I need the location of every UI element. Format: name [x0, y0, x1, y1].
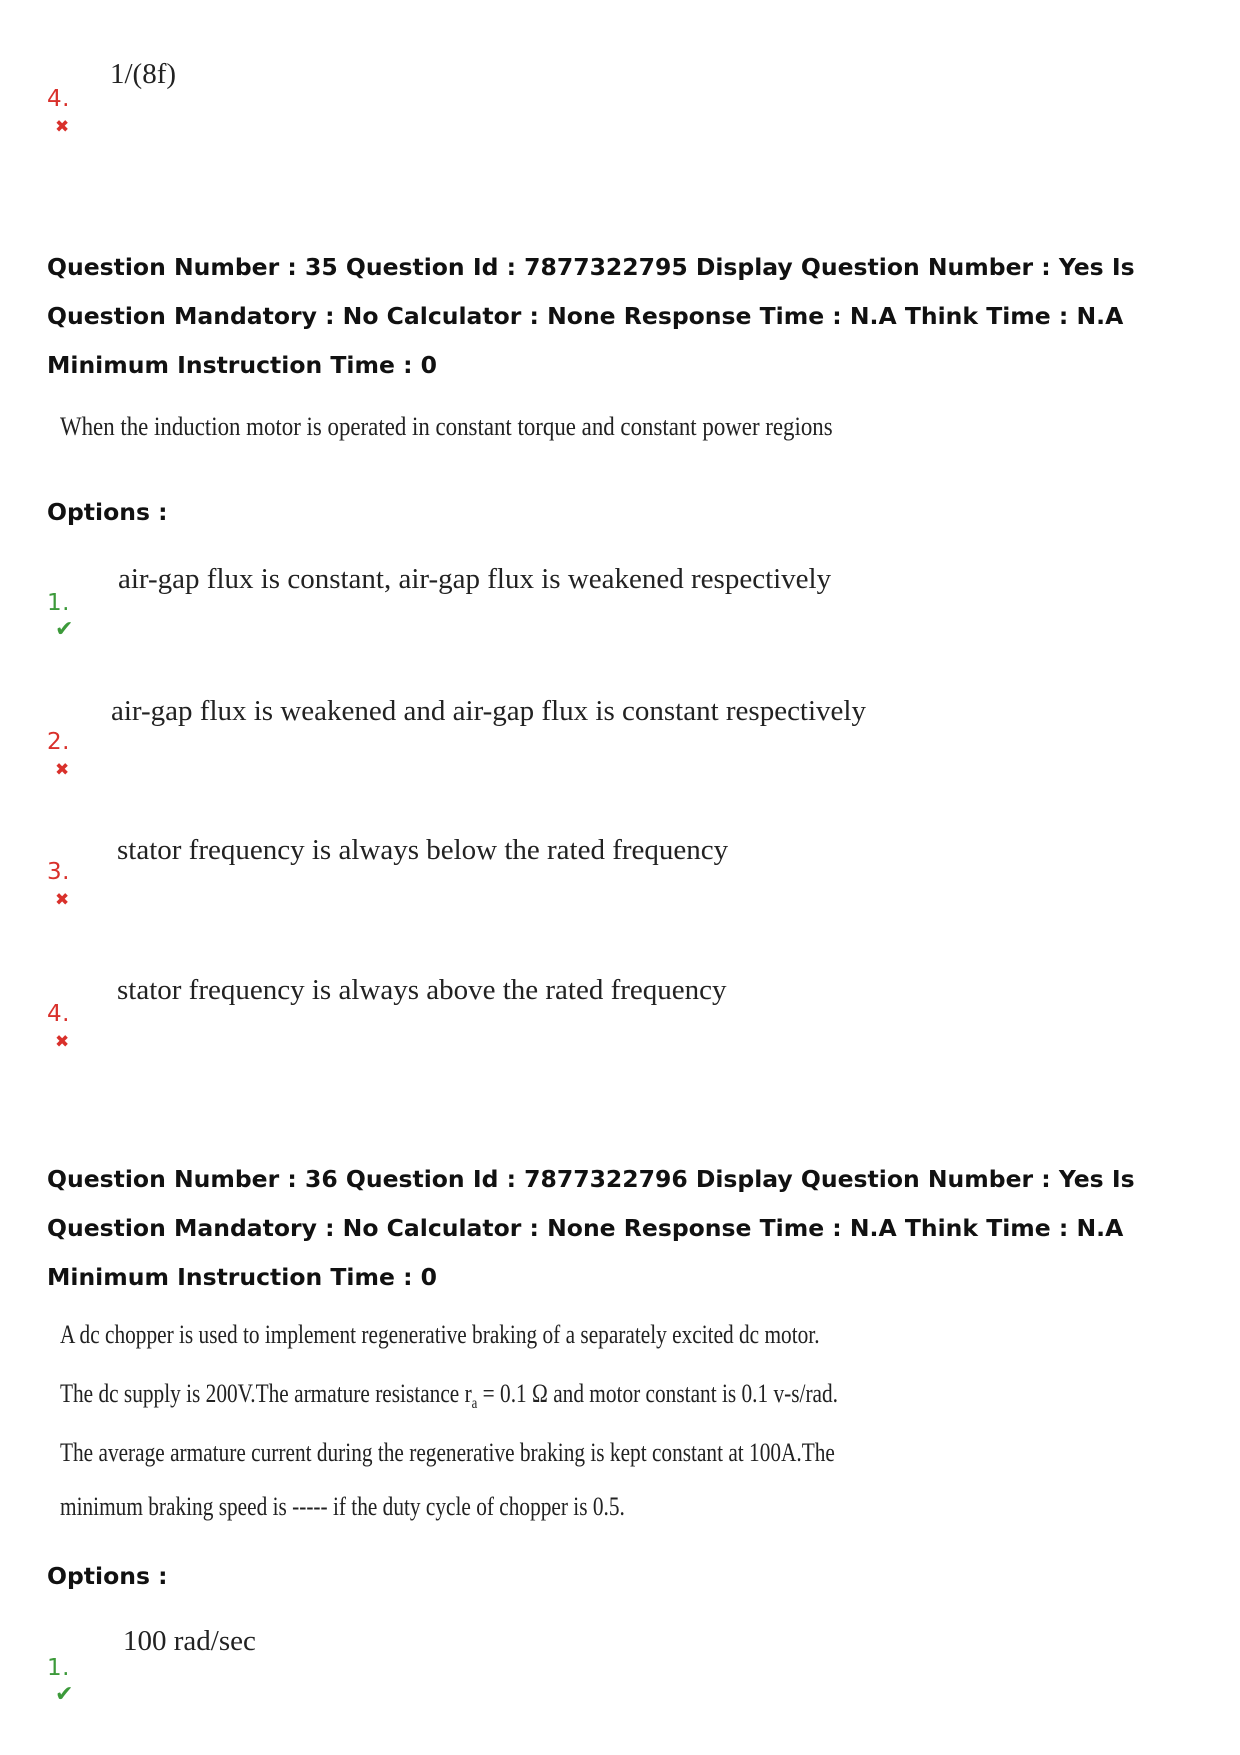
wrong-mark-icon: ✖: [55, 117, 70, 137]
options-label: Options :: [47, 498, 168, 526]
option-text: 1/(8f): [110, 58, 177, 90]
subscript: a: [471, 1395, 478, 1413]
option-number-label: 1.: [47, 1655, 70, 1681]
option-number: [47, 859, 70, 911]
option-number-label: 1.: [47, 590, 70, 616]
option-number: [47, 86, 70, 138]
option-number-label: 3.: [47, 859, 70, 885]
question-line-2-pre: The dc supply is 200V.The armature resistance r: [60, 1379, 472, 1408]
question-line-1: A dc chopper is used to implement regenerative braking of a separately excited dc motor.: [60, 1320, 820, 1349]
check-mark-icon: ✔: [55, 617, 74, 642]
question-line-2: [60, 1379, 838, 1413]
option-number: [47, 590, 74, 642]
question-header: Question Number : 35 Question Id : 7877322795 Display Question Number : Yes Is Question Mandatory : No Calculator : None Response Time : N.A Think Time : N.A Minimum Instruction Time : 0: [47, 253, 1135, 379]
question-line-3: The average armature current during the regenerative braking is kept constant at 100A.The: [60, 1438, 835, 1467]
option-number: [47, 729, 70, 781]
question-line-4: minimum braking speed is ----- if the duty cycle of chopper is 0.5.: [60, 1492, 625, 1521]
wrong-mark-icon: ✖: [55, 760, 70, 780]
option-number-label: 4.: [47, 1001, 70, 1027]
option-text: stator frequency is always above the rated frequency: [117, 974, 727, 1006]
wrong-mark-icon: ✖: [55, 1032, 70, 1052]
check-mark-icon: ✔: [55, 1682, 74, 1707]
wrong-mark-icon: ✖: [55, 890, 70, 910]
option-text: air-gap flux is weakened and air-gap flux is constant respectively: [111, 695, 866, 727]
question-text: When the induction motor is operated in constant torque and constant power regions: [60, 412, 833, 441]
option-number-label: 4.: [47, 86, 70, 112]
question-header: Question Number : 36 Question Id : 7877322796 Display Question Number : Yes Is Question Mandatory : No Calculator : None Response Time : N.A Think Time : N.A Minimum Instruction Time : 0: [47, 1165, 1135, 1291]
option-text: 100 rad/sec: [123, 1625, 256, 1657]
option-text: stator frequency is always below the rated frequency: [117, 834, 729, 866]
question-line-2-post: = 0.1 Ω and motor constant is 0.1 v-s/rad.: [477, 1379, 839, 1408]
option-number: [47, 1001, 70, 1053]
option-text: air-gap flux is constant, air-gap flux is weakened respectively: [118, 563, 832, 595]
options-label: Options :: [47, 1562, 168, 1590]
option-number: [47, 1655, 74, 1707]
option-number-label: 2.: [47, 729, 70, 755]
